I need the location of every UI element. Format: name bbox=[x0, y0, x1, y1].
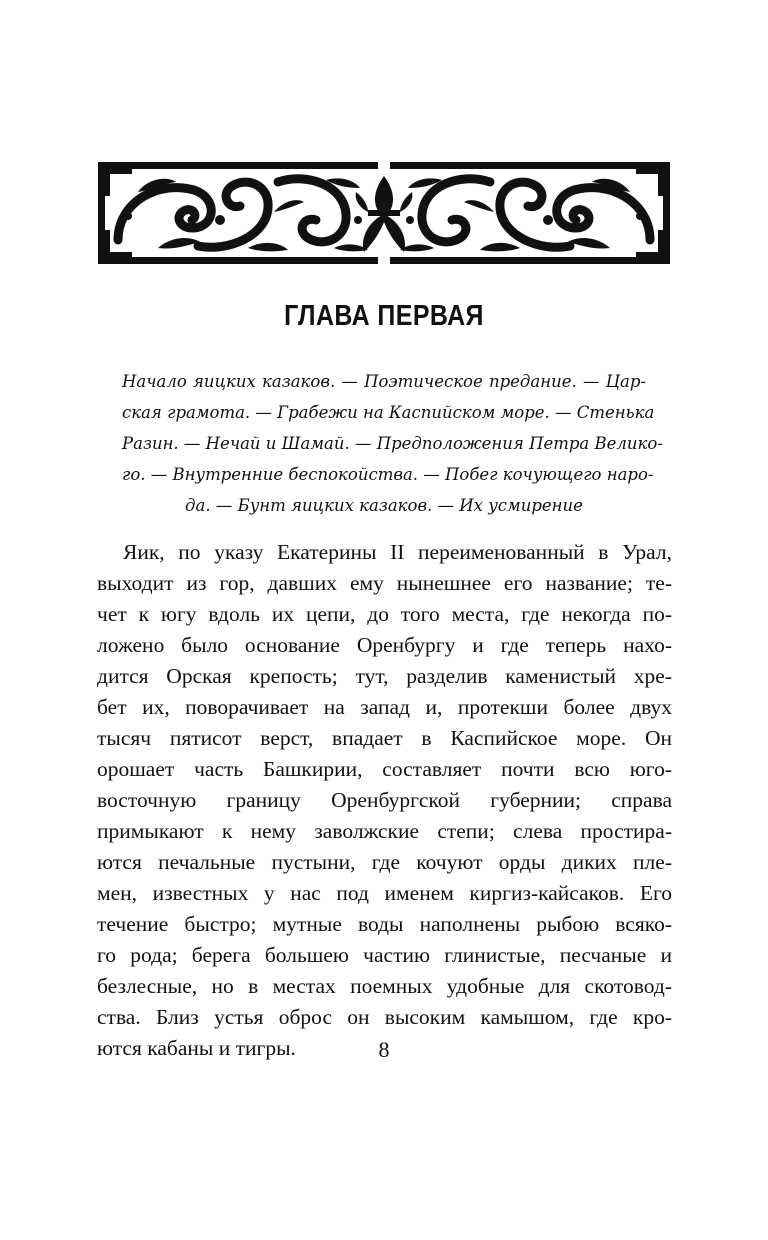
text-line: выходит из гор, давших ему нынешнее его название; те- bbox=[97, 571, 672, 595]
text-line: ются кабаны и тигры. bbox=[97, 1036, 296, 1060]
body-paragraph bbox=[97, 537, 672, 1064]
text-line: ства. Близ устья оброс он высоким камышом, где кро- bbox=[97, 1005, 672, 1029]
synopsis-line: да. — Бунт яицких казаков. — Их усмирение bbox=[185, 496, 583, 515]
synopsis-line: Разин. — Нечай и Шамай. — Предположения Петра Велико- bbox=[122, 434, 663, 453]
page-number: 8 bbox=[378, 1037, 390, 1062]
text-line: дится Орская крепость; тут, разделив каменистый хре- bbox=[97, 664, 672, 688]
text-line: Яик, по указу Екатерины II переименованный в Урал, bbox=[123, 540, 672, 564]
text-line: чет к югу вдоль их цепи, до того места, где некогда по- bbox=[97, 602, 672, 626]
text-line: мен, известных у нас под именем киргиз-кайсаков. Его bbox=[97, 881, 672, 905]
synopsis-line: го. — Внутренние беспокойства. — Побег кочующего наро- bbox=[122, 465, 654, 484]
text-line: тысяч пятисот верст, впадает в Каспийское море. Он bbox=[97, 726, 672, 750]
synopsis-line: ская грамота. — Грабежи на Каспийском море. — Стенька bbox=[122, 403, 655, 422]
text-line: го рода; берега большею частию глинистые, песчаные и bbox=[97, 943, 672, 967]
chapter-title: ГЛАВА ПЕРВАЯ bbox=[284, 300, 484, 332]
text-line: течение быстро; мутные воды наполнены рыбою всяко- bbox=[97, 912, 672, 936]
text-line: орошает часть Башкирии, составляет почти всю юго- bbox=[97, 757, 672, 781]
chapter-synopsis bbox=[122, 366, 663, 521]
text-line: ются печальные пустыни, где кочуют орды диких пле- bbox=[97, 850, 672, 874]
text-line: ложено было основание Оренбургу и где теперь нахо- bbox=[97, 633, 672, 657]
synopsis-line: Начало яицких казаков. — Поэтическое предание. — Цар- bbox=[122, 372, 646, 391]
scroll-ornament-icon bbox=[98, 162, 670, 264]
text-line: бет их, поворачивает на запад и, протекши более двух bbox=[97, 695, 672, 719]
text-line: восточную границу Оренбургской губернии; справа bbox=[97, 788, 672, 812]
text-line: примыкают к нему заволжские степи; слева простира- bbox=[97, 819, 672, 843]
text-line: безлесные, но в местах поемных удобные для скотовод- bbox=[97, 974, 672, 998]
